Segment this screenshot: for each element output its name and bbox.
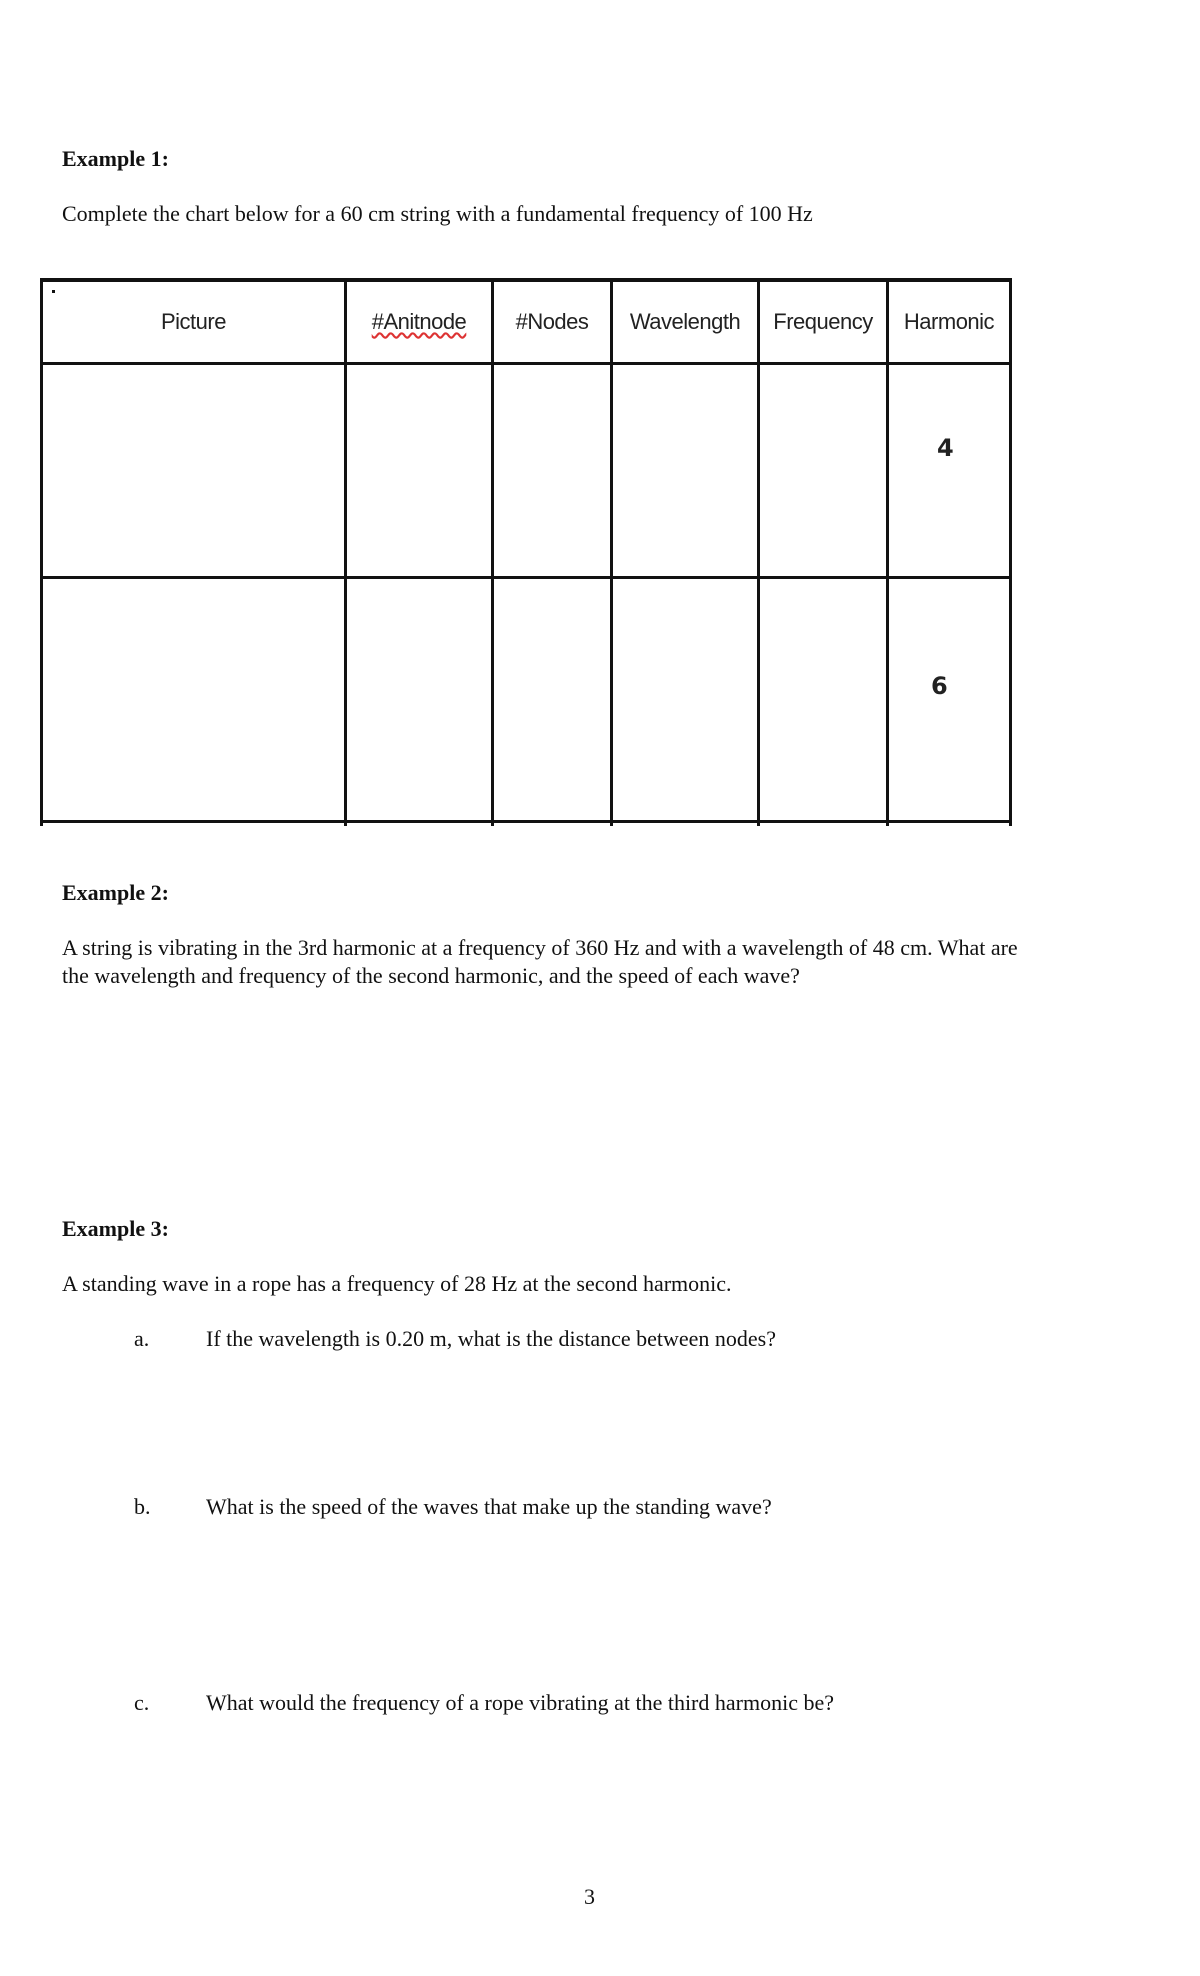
question-b-letter: b. bbox=[134, 1494, 151, 1519]
table-header-divider bbox=[40, 362, 1012, 365]
example-3-heading: Example 3: bbox=[62, 1216, 169, 1241]
table-bottom-border bbox=[40, 820, 1012, 823]
harmonics-table bbox=[40, 278, 1012, 826]
row-1-harmonic: 4 bbox=[937, 434, 954, 462]
header-wavelength: Wavelength bbox=[629, 309, 741, 334]
scan-speck bbox=[52, 290, 55, 293]
header-frequency: Frequency bbox=[773, 309, 873, 334]
example-3-prompt: A standing wave in a rope has a frequency of 28 Hz at the second harmonic. bbox=[62, 1271, 732, 1296]
question-c-letter: c. bbox=[134, 1690, 150, 1715]
table-col-border bbox=[1009, 278, 1012, 826]
question-c-text: What would the frequency of a rope vibrating at the third harmonic be? bbox=[206, 1690, 834, 1715]
header-antinode bbox=[347, 282, 491, 362]
row-2-harmonic: 6 bbox=[931, 672, 948, 700]
header-nodes: #Nodes bbox=[515, 309, 589, 334]
question-a-text: If the wavelength is 0.20 m, what is the distance between nodes? bbox=[206, 1326, 777, 1351]
header-harmonic: Harmonic bbox=[903, 309, 995, 334]
example-1-heading: Example 1: bbox=[62, 146, 169, 171]
header-antinode-label: #Anitnode bbox=[371, 309, 467, 334]
header-picture: Picture bbox=[161, 309, 226, 334]
example-2-line-1: A string is vibrating in the 3rd harmonic at a frequency of 360 Hz and with a wavelength of 48 cm. What are bbox=[62, 935, 1018, 960]
question-a-letter: a. bbox=[134, 1326, 150, 1351]
example-2-heading: Example 2: bbox=[62, 880, 169, 905]
page-number: 3 bbox=[584, 1884, 595, 1909]
example-1-prompt: Complete the chart below for a 60 cm string with a fundamental frequency of 100 Hz bbox=[62, 201, 813, 226]
table-row-divider bbox=[40, 576, 1012, 579]
example-2-line-2: the wavelength and frequency of the second harmonic, and the speed of each wave? bbox=[62, 963, 800, 988]
question-b-text: What is the speed of the waves that make up the standing wave? bbox=[206, 1494, 772, 1519]
